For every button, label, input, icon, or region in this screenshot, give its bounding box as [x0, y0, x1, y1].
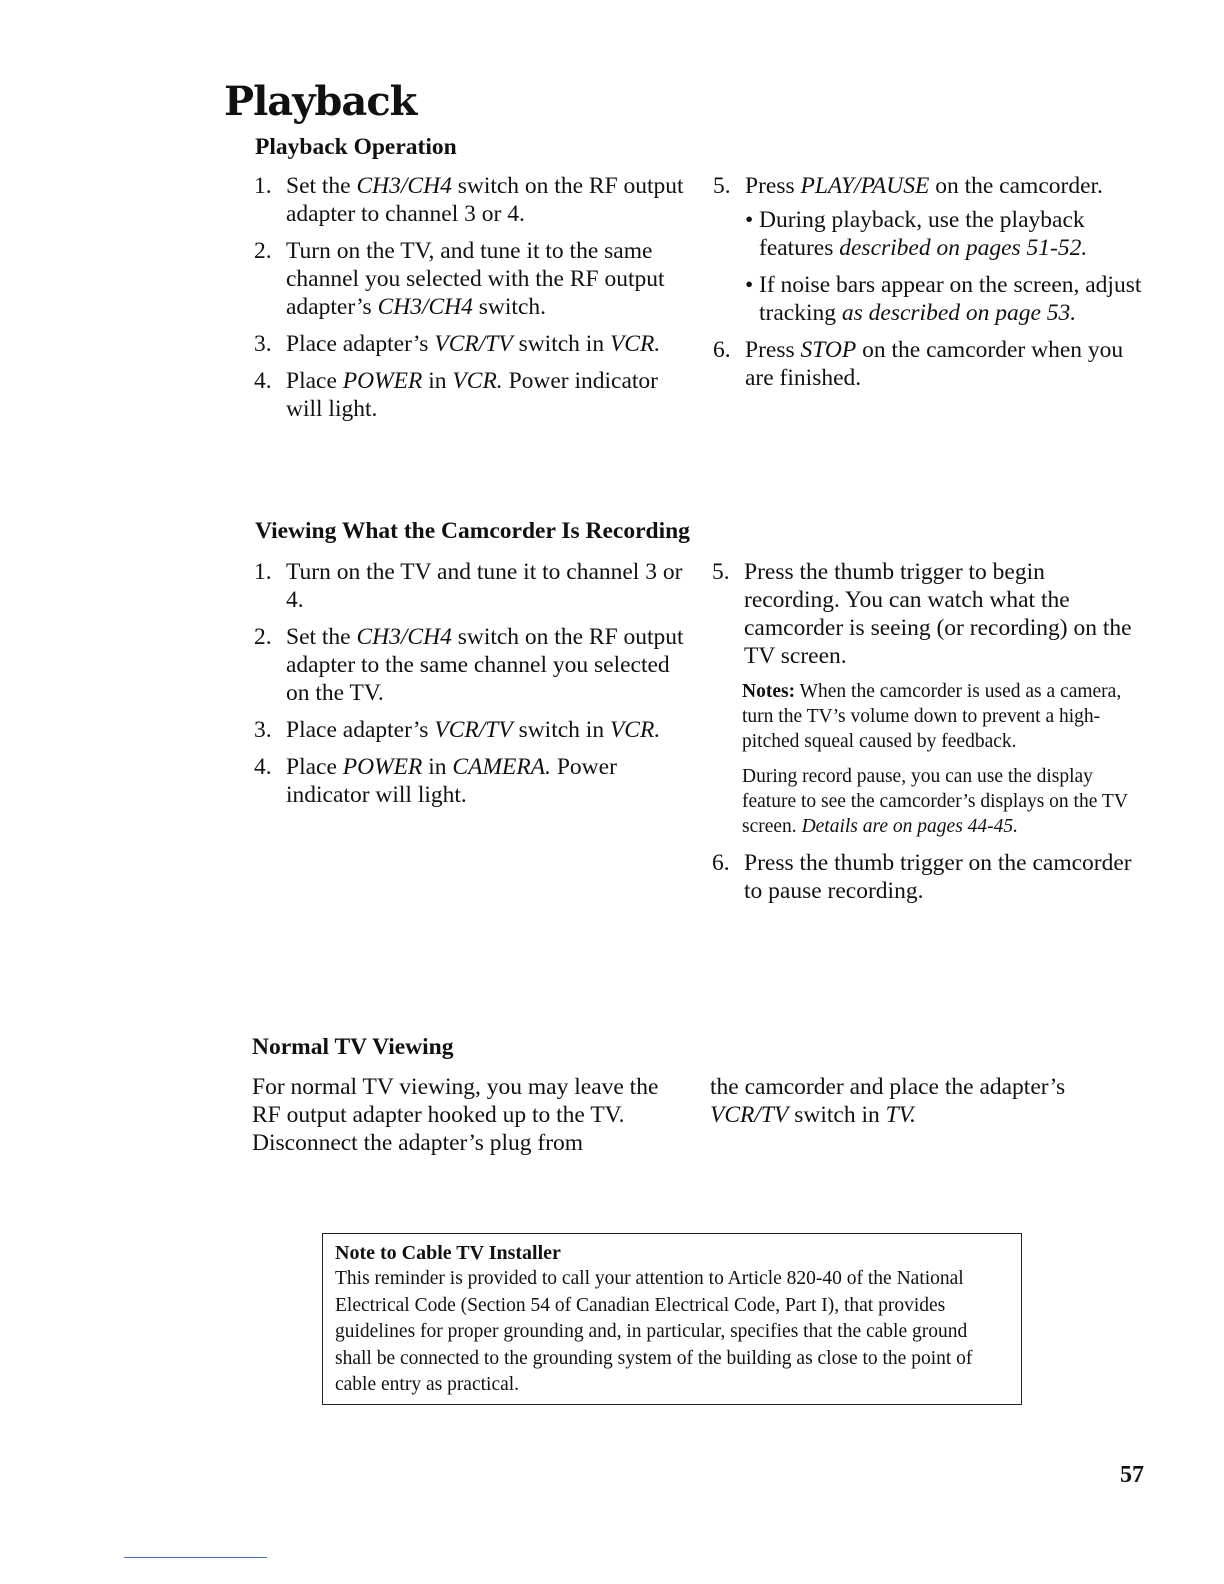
emphasis-text: VCR/TV [434, 331, 513, 357]
step-number: 1. [254, 559, 272, 585]
text-run: the camcorder and place the adapter’s [710, 1074, 1066, 1100]
text-run: on the camcorder. [929, 173, 1103, 199]
list-item [712, 558, 1132, 670]
list-item [254, 330, 684, 358]
text-run: Place [286, 368, 343, 394]
text-run: If noise bars appear on the screen, adjust tracking [759, 272, 1142, 326]
list-item [254, 558, 684, 614]
step-number: 4. [254, 754, 272, 780]
list-item [254, 367, 684, 423]
step-number: 6. [712, 850, 730, 876]
step-text [286, 624, 684, 706]
step-number: 2. [254, 624, 272, 650]
emphasis-text: VCR. [609, 717, 661, 743]
text-run: During playback, use the playback features [759, 207, 1085, 261]
page-number: 57 [1120, 1462, 1144, 1488]
text-run: Set the [286, 624, 357, 650]
text-run: Press the thumb trigger to begin recording. You can watch what the camcorder is seeing (or recording) on the TV screen. [744, 559, 1132, 669]
emphasis-text: CH3/CH4 [377, 294, 473, 320]
list-item [254, 172, 684, 228]
emphasis-text: as described on page 53. [841, 300, 1077, 326]
list-item [713, 336, 1143, 392]
text-run: Press the thumb trigger on the camcorder to pause recording. [744, 850, 1132, 904]
text-run: in [422, 754, 453, 780]
viewing-steps-left [254, 558, 684, 818]
text-run: in [422, 368, 453, 394]
playback-operation-heading: Playback Operation [255, 134, 457, 160]
step-text [286, 238, 665, 320]
notes-label: Notes: [742, 681, 796, 702]
text-run: Turn on the TV and tune it to channel 3 or 4. [286, 559, 683, 613]
emphasis-text: PLAY/PAUSE [800, 173, 930, 199]
emphasis-text: STOP [800, 337, 857, 363]
step-text [286, 559, 682, 613]
note-block [742, 764, 1132, 839]
step-text [744, 559, 1132, 669]
text-run: Press [745, 337, 801, 363]
text-run: Turn on the TV, and tune it to the same channel you selected with the RF output adapter’s [286, 238, 665, 320]
step-number: 3. [254, 331, 272, 357]
emphasis-text: POWER [342, 754, 423, 780]
step-text [286, 331, 660, 357]
text-run: Place [286, 754, 343, 780]
step-text [745, 173, 1103, 199]
text-run: When the camcorder is used as a camera, turn the TV’s volume down to prevent a high-pitched squeal caused by feedback. [742, 681, 1122, 752]
text-run: switch in [512, 717, 610, 743]
step-text [286, 173, 684, 227]
emphasis-text: CH3/CH4 [356, 624, 452, 650]
page-title: Playback [224, 78, 417, 125]
viewing-recording-heading: Viewing What the Camcorder Is Recording [255, 518, 690, 544]
text-run: switch. [472, 294, 547, 320]
emphasis-text: described on pages 51-52. [839, 235, 1088, 261]
step-number: 3. [254, 717, 272, 743]
step-number: 4. [254, 368, 272, 394]
list-item [254, 753, 684, 809]
text-run: switch in [512, 331, 610, 357]
footer-rule [124, 1557, 267, 1558]
step-number: 5. [712, 559, 730, 585]
emphasis-text: VCR/TV [434, 717, 513, 743]
bullet-item [745, 271, 1143, 327]
text-run: During record pause, you can use the display feature to see the camcorder’s displays on the TV screen. [742, 766, 1128, 837]
installer-note-body: This reminder is provided to call your attention to Article 820-40 of the National Electrical Code (Section 54 of Canadian Electrical Code, Part I), that provides guidelines for proper grounding and, in particular, specifies that the cable ground shall be connected to the grounding system of the building as close to the point of cable entry as practical. [335, 1268, 973, 1395]
emphasis-text: CH3/CH4 [356, 173, 452, 199]
viewing-steps-right [712, 558, 1132, 914]
normal-tv-heading: Normal TV Viewing [252, 1034, 454, 1060]
bullet-item [745, 206, 1143, 262]
normal-tv-text-right [710, 1073, 1130, 1129]
text-run: Set the [286, 173, 357, 199]
list-item [254, 623, 684, 707]
note-block [742, 679, 1132, 754]
text-run: Press [745, 173, 801, 199]
emphasis-text: TV. [885, 1102, 916, 1128]
text-run: switch in [788, 1102, 886, 1128]
normal-tv-text-left [252, 1073, 672, 1157]
step-text [286, 368, 658, 422]
list-item [254, 716, 684, 744]
text-run: For normal TV viewing, you may leave the RF output adapter hooked up to the TV. Disconnect the adapter’s plug from [252, 1074, 659, 1156]
emphasis-text: CAMERA. [452, 754, 551, 780]
step-number: 6. [713, 337, 731, 363]
text-run: Place adapter’s [286, 717, 435, 743]
text-run: Place adapter’s [286, 331, 435, 357]
step-number: 2. [254, 238, 272, 264]
step-text [286, 754, 617, 808]
text-run: switch on the RF output adapter to channel 3 or 4. [286, 173, 684, 227]
emphasis-text: VCR. [609, 331, 661, 357]
installer-note-box [322, 1233, 1022, 1405]
text-run: Power indicator will light. [286, 368, 659, 422]
step-text [286, 717, 660, 743]
step-text [745, 337, 1123, 391]
text-run: Power indicator will light. [286, 754, 617, 808]
note-text [742, 681, 1121, 752]
emphasis-text: VCR/TV [710, 1102, 789, 1128]
emphasis-text: Details are on pages 44-45. [801, 816, 1019, 837]
playback-steps-left [254, 172, 684, 432]
note-text [742, 766, 1128, 837]
emphasis-text: VCR. [452, 368, 503, 394]
step-number: 1. [254, 173, 272, 199]
step-number: 5. [713, 173, 731, 199]
bullet-icon: • [745, 272, 754, 298]
installer-note-title: Note to Cable TV Installer [335, 1242, 561, 1264]
list-item [254, 237, 684, 321]
playback-steps-right [713, 172, 1143, 401]
bullet-icon: • [745, 207, 754, 233]
list-item [712, 849, 1132, 905]
bullet-list [745, 206, 1143, 327]
step-text [744, 850, 1132, 904]
list-item [713, 172, 1143, 327]
text-run: switch on the RF output adapter to the same channel you selected on the TV. [286, 624, 684, 706]
emphasis-text: POWER [342, 368, 423, 394]
text-run: on the camcorder when you are finished. [745, 337, 1124, 391]
